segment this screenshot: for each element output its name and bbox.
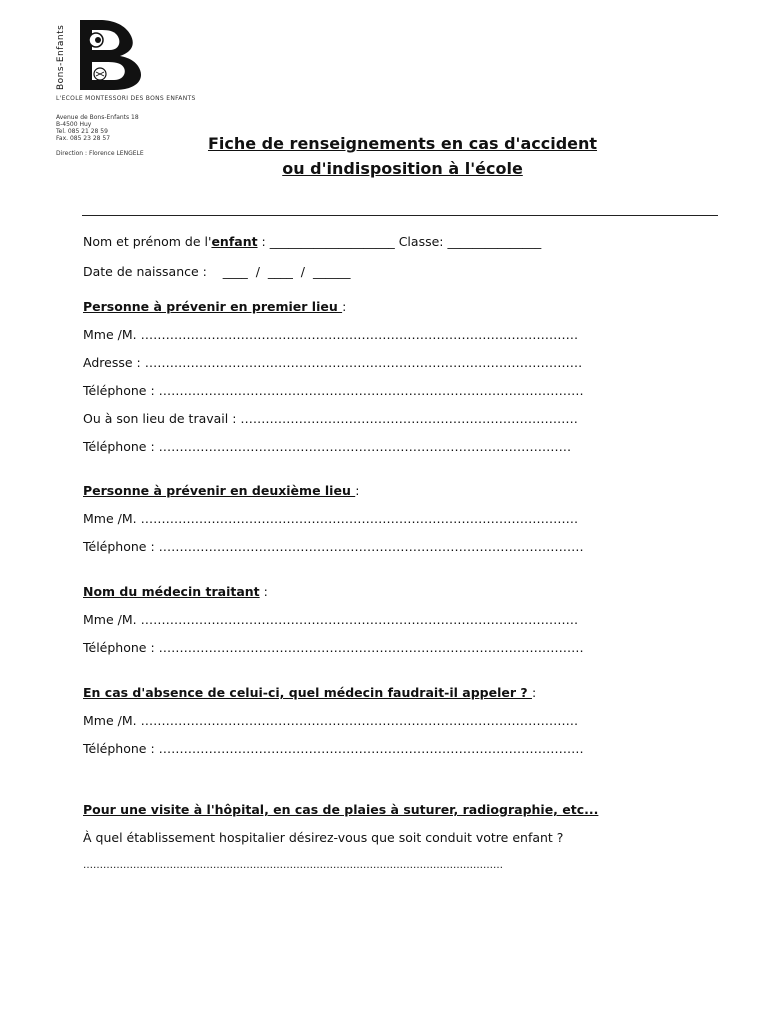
section3-heading-text: Nom du médecin traitant: [83, 584, 260, 599]
section5-heading-text: Pour une visite à l'hôpital, en cas de plaies à suturer, radiographie, etc...: [83, 802, 599, 817]
section4-phone-field[interactable]: Téléphone : …………………………………………………………………………………………: [83, 741, 584, 756]
child-name-label-bold: enfant: [211, 234, 258, 249]
hospital-question: À quel établissement hospitalier désirez-vous que soit conduit votre enfant ?: [83, 830, 564, 845]
section4-colon: :: [531, 685, 537, 700]
school-address: [56, 114, 139, 142]
section5-heading: [83, 802, 598, 817]
section1-heading-text: Personne à prévenir en premier lieu: [83, 299, 343, 314]
section2-heading: [83, 483, 359, 498]
section1-heading: [83, 299, 346, 314]
section3-heading: [83, 584, 268, 599]
section3-colon: :: [259, 584, 268, 599]
section4-heading-text: En cas d'absence de celui-ci, quel médecin faudrait-il appeler ?: [83, 685, 532, 700]
form-title-line1: Fiche de renseignements en cas d'accident: [207, 134, 598, 153]
birth-date-field[interactable]: Date de naissance : ____ / ____ / ______: [83, 264, 351, 279]
section1-phone-field[interactable]: Téléphone : …………………………………………………………………………………………: [83, 383, 584, 398]
section2-colon: :: [355, 483, 360, 498]
address-line: Avenue de Bons-Enfants 18: [56, 114, 139, 121]
direction-line: Direction : Florence LENGELE: [56, 150, 144, 157]
section1-work-phone-field[interactable]: Téléphone : ………………………………………………………………………………………: [83, 439, 572, 454]
section2-phone-field[interactable]: Téléphone : …………………………………………………………………………………………: [83, 539, 584, 554]
section2-heading-text: Personne à prévenir en deuxième lieu: [83, 483, 356, 498]
child-name-label: Nom et prénom de l': [83, 234, 212, 249]
logo-b-mark: [56, 18, 166, 98]
class-field[interactable]: Classe: _______________: [398, 234, 542, 249]
logo-caption: L'ECOLE MONTESSORI DES BONS ENFANTS: [56, 95, 196, 102]
section1-address-field[interactable]: Adresse : ……………………………………………………………………………………………: [83, 355, 583, 370]
section2-name-field[interactable]: Mme /M. ……………………………………………………………………………………………: [83, 511, 579, 526]
address-line: Tel. 085 21 28 59: [56, 128, 108, 135]
section4-heading: [83, 685, 536, 700]
separator-rule: [82, 215, 718, 216]
address-line: B-4500 Huy: [56, 121, 92, 128]
hospital-answer-field[interactable]: ………………………………………………………………………………………………………………: [83, 860, 503, 871]
section4-name-field[interactable]: Mme /M. ……………………………………………………………………………………………: [83, 713, 579, 728]
child-name-blank: : ____________________: [257, 234, 399, 249]
child-name-field[interactable]: [83, 234, 541, 249]
section1-name-field[interactable]: Mme /M. ……………………………………………………………………………………………: [83, 327, 579, 342]
section3-phone-field[interactable]: Téléphone : …………………………………………………………………………………………: [83, 640, 584, 655]
section1-colon: :: [342, 299, 347, 314]
section3-name-field[interactable]: Mme /M. ……………………………………………………………………………………………: [83, 612, 579, 627]
section1-work-field[interactable]: Ou à son lieu de travail : ………………………………………………………………………: [83, 411, 578, 426]
logo-side-text: Bons-Enfants: [56, 24, 66, 90]
form-title-line2: ou d'indisposition à l'école: [282, 159, 523, 178]
address-line: Fax. 085 23 28 57: [56, 135, 111, 142]
